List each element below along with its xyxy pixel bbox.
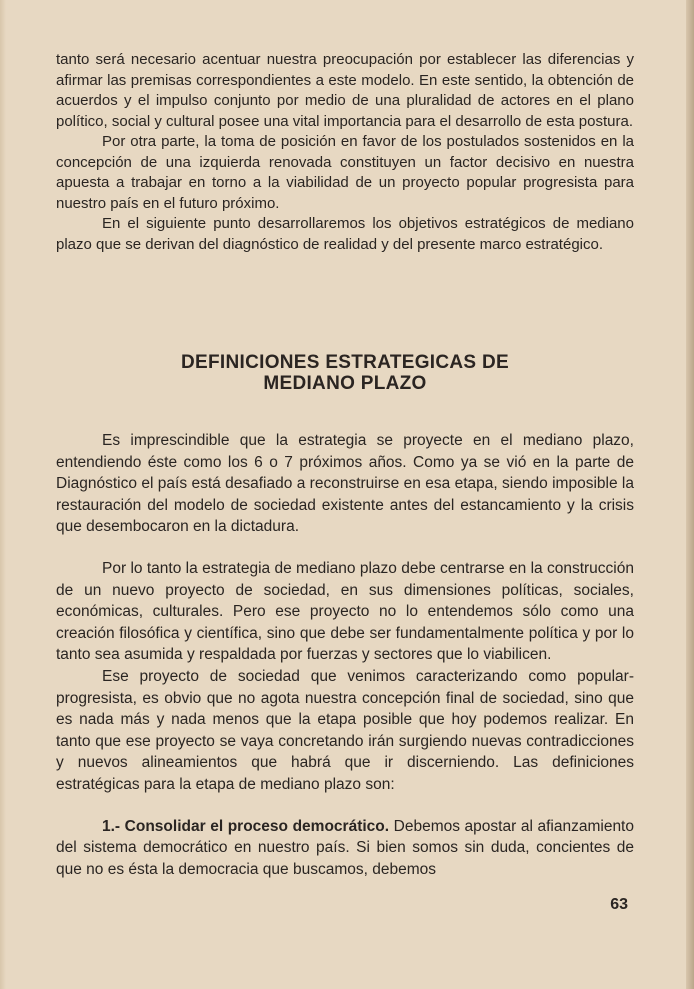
intro-paragraph-2: Por otra parte, la toma de posición en favor de los postulados sostenidos en la concepción de una izquierda renovada constituyen un factor decisivo en nuestra apuesta a trabajar en torno a la viabilidad de un proyecto popular progresista para nuestro país en el futuro próximo. [56,133,634,212]
main-text-block [56,430,634,880]
main-paragraph-2: Por lo tanto la estrategia de mediano plazo debe centrarse en la construcción de un nuevo proyecto de sociedad, en sus dimensiones políticas, sociales, económicas, culturales. Pero ese proyecto no lo entendemos sólo como una creación filosófica y científica, sino que debe ser fundamentalmente política y por lo tanto sea asumida y respaldada por fuerzas y sectores que lo viabilicen. [56,559,634,664]
page-shadow [0,0,6,989]
section-heading-line-1: DEFINICIONES ESTRATEGICAS DE [181,352,509,373]
numbered-item-text: Debemos apostar al afianzamiento del sistema democrático en nuestro país. Si bien somos sin duda, concientes de que no es ésta la democracia que buscamos, debemos [56,817,634,878]
intro-text-block [56,50,634,255]
intro-paragraph-1: tanto será necesario acentuar nuestra preocupación por establecer las diferencias y afirmar las premisas correspondientes a este modelo. En este sentido, la obtención de acuerdos y el impulso conjunto por medio de una pluralidad de actores en el plano político, social y cultural posee una vital importancia para el desarrollo de esta postura. [56,51,634,130]
numbered-item-lead: 1.- Consolidar el proceso democrático. [102,817,390,835]
main-paragraph-3: Ese proyecto de sociedad que venimos caracterizando como popular-progresista, es obvio que no agota nuestra concepción final de sociedad, sino que es nada más y nada menos que la etapa posible que hoy podemos realizar. En tanto que ese proyecto se vaya concretando irán surgiendo nuevas contradicciones y nuevos alineamientos que habrá que ir discerniendo. Las definiciones estratégicas para la etapa de mediano plazo son: [56,667,634,793]
section-heading [56,352,634,394]
page-edge [686,0,694,989]
intro-paragraph-3: En el siguiente punto desarrollaremos los objetivos estratégicos de mediano plazo que se derivan del diagnóstico de realidad y del presente marco estratégico. [56,215,634,253]
numbered-item-1 [56,816,634,881]
main-paragraph-1: Es imprescindible que la estrategia se proyecte en el mediano plazo, entendiendo éste como los 6 o 7 próximos años. Como ya se vió en la parte de Diagnóstico el país está desafiado a reconstruirse en esa etapa, siendo imposible la restauración del modelo de sociedad existente antes del estancamiento y la crisis que desembocaron en la dictadura. [56,432,634,536]
section-heading-line-2: MEDIANO PLAZO [263,373,427,394]
page-number: 63 [610,896,628,913]
